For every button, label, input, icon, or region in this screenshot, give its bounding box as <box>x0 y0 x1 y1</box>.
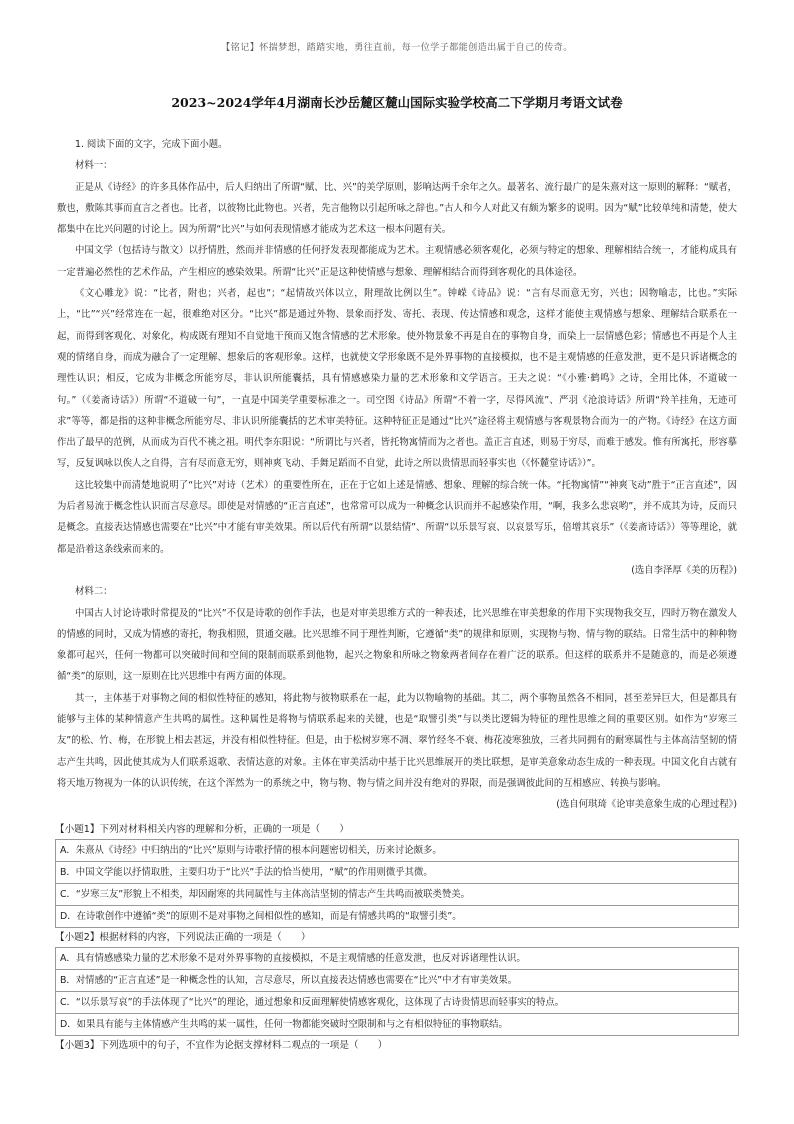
question-2-option-a[interactable]: A．具有情感感染力量的艺术形象不是对外界事物的直接模拟，不是主观情感的任意发泄，也反对诉诸理性认识。 <box>56 948 739 970</box>
question-1-option-d[interactable]: D．在诗歌创作中遵循“类”的原则不是对事物之间相似性的感知，而是有情感共鸣的“取譬引类”。 <box>56 906 739 928</box>
exam-title: 2023~2024学年4月湖南长沙岳麓区麓山国际实验学校高二下学期月考语文试卷 <box>171 95 623 110</box>
material-2-paragraph: 中国古人讨论诗歌时常提及的“比兴”不仅是诗歌的创作手法，也是对审美思维方式的一种表述，比兴思维在审美想象的作用下实现物我交互，四时万物在激发人的情感的同时，又成为情感的寄托，物我相照，贯通交融。比兴思维不同于理性判断，它遵循“类”的规律和原则，实现物与物、情与物的联结。日常生活中的种种物象都可起兴，任何一物都可以突破时间和空间的限制而联系到他物，起兴之物象和所咏之物象两者间存在着广泛的联系。但这样的联系并不是随意的，而是必须遵循“类”的原则，这一原则在比兴思维中有两方面的体现。 <box>57 607 737 683</box>
instruction: 1. 阅读下面的文字，完成下面小题。 <box>75 139 228 150</box>
header-motto: 【铭记】怀揣梦想，踏踏实地，勇往直前，每一位学子都能创造出属于自己的传奇。 <box>221 43 573 53</box>
material-1-label: 材料一： <box>75 160 113 172</box>
question-2-title: 【小题2】根据材料的内容，下列说法正确的一项是（ ） <box>55 932 311 943</box>
question-1-options <box>55 839 739 928</box>
material-1-paragraph: 这比较集中而清楚地说明了“比兴”对诗（艺术）的重要性所在，正在于它如上述是情感、想象、理解的综合统一体。“托物寓情”“神爽飞动”胜于“正言直述”，因为后者易流于概念性认识而言尽意尽。即使是对情感的“正言直述”，也常常可以成为一种概念认识而并不起感染作用，“啊，我多么悲哀哟”，并不成其为诗，反而只是概念。直接表达情感也需要在“比兴”中才能有审美效果。所以后代有所谓“以景结情”、所谓“以乐景写哀、以哀景写乐，倍增其哀乐”（《姜斋诗话》）等等理论，就都是沿着这条线索而来的。 <box>57 479 737 555</box>
material-2-paragraph: 其一，主体基于对事物之间的相似性特征的感知，将此物与彼物联系在一起，此为以物喻物的基础。其二，两个事物虽然各不相同，甚至差异巨大，但是都具有能够与主体的某种情意产生共鸣的属性。这种属性是将物与情联系起来的关键，也是“取譬引类”与以类比逻辑为特征的理性思维之间的重要区别。如作为“岁寒三友”的松、竹、梅，在形貌上相去甚远，并没有相似性特征。但是，由于松树岁寒不凋、翠竹经冬不衰、梅花凌寒独放，三者共同拥有的耐寒属性与主体高洁坚韧的情志产生共鸣，因此使其成为人们联系返歌、表情达意的对象。主体在审美活动中基于比兴思维展开的类比联想，是审美意象动态生成的一种表现。中国文化自古就有将天地万物视为一体的认识传统，在这个浑然为一的系统之中，物与物、物与情之间并没有绝对的界限，而是强调彼此间的互相感应、转换与影响。 <box>57 692 737 789</box>
question-1-title: 【小题1】下列对材料相关内容的理解和分析，正确的一项是（ ） <box>55 824 349 835</box>
question-3-title: 【小题3】下列选项中的句子，不宜作为论据支撑材料二观点的一项是（ ） <box>55 1040 388 1051</box>
material-1-source: (选自李泽厚《美的历程》) <box>631 564 737 576</box>
question-2-option-b[interactable]: B．对情感的“正言直述”是一种概念性的认知，言尽意尽，所以直接表达情感也需要在“比兴”中才有审美效果。 <box>56 970 739 992</box>
question-2-option-d[interactable]: D．如果具有能与主体情感产生共鸣的某一属性，任何一物都能突破时空限制和与之有相似特征的事物联结。 <box>56 1014 739 1036</box>
question-1-option-b[interactable]: B．中国文学能以抒情取胜，主要归功于“比兴”手法的恰当使用，“赋”的作用则微乎其微。 <box>56 862 739 884</box>
question-1-option-c[interactable]: C．“岁寒三友”形貌上不相类，却因耐寒的共同属性与主体高洁坚韧的情志产生共鸣而被联类赞美。 <box>56 884 739 906</box>
question-2-options <box>55 947 739 1036</box>
material-1-paragraph: 《文心雕龙》说：“比者，附也；兴者，起也”；“起情故兴体以立，附理故比例以生”。钟嵘《诗品》说：“言有尽而意无穷，兴也；因物喻志，比也。”实际上，“比”“兴”经常连在一起，很难绝对区分。“比兴”都是通过外物、景象而抒发、寄托、表现、传达情感和观念，这样才能使主观情感与想象、理解结合联系在一起，而得到客观化、对象化，构成既有理知不自觉地干预而又饱含情感的艺术形象。使外物景象不再是自在的事物自身，而染上一层情感色彩；情感也不再是个人主观的情绪自身，而成为融合了一定理解、想象后的客观形象。这样，也就使文学形象既不是外界事物的直接模拟，也不是主观情感的任意发泄，更不是只诉诸概念的理性认识；相反，它成为非概念所能穷尽，非认识所能囊括，具有情感感染力量的艺术形象和文学语言。王夫之说：“《小雅·鹤鸣》之诗，全用比体，不道破一句。”（《姜斋诗话》）所谓“不道破一句”，一直是中国美学重要标准之一。司空图《诗品》所谓“不着一字，尽得风流”、严羽《沧浪诗话》所谓“羚羊挂角，无迹可求”等等，都是指的这种非概念所能穷尽、非认识所能囊括的艺术审美特征。这种特征正是通过“比兴”途径将主观情感与客观景物合而为一的产物。《诗经》在这方面作出了最早的范例，从而成为百代不祧之祖。明代李东阳说：“所谓比与兴者，皆托物寓情而为之者也。盖正言直述，则易于穷尽，而难于感发。惟有所寓托，形容摹写，反复讽咏以俟人之自得，言有尽而意无穷，则神爽飞动、手舞足蹈而不自觉，此诗之所以贵情思而轻事实也（《怀麓堂诗话》）”。 <box>57 288 737 470</box>
question-2-option-c[interactable]: C．“以乐景写哀”的手法体现了“比兴”的理论，通过想象和反面理解使情感客观化，这体现了古诗贵情思而轻事实的特点。 <box>56 992 739 1014</box>
material-1-paragraph: 中国文学（包括诗与散文）以抒情胜，然而并非情感的任何抒发表现都能成为艺术。主观情感必须客观化，必须与特定的想象、理解相结合统一，才能构成具有一定普遍必然性的艺术作品，产生相应的感染效果。所谓“比兴”正是这种使情感与想象、理解相结合而得到客观化的具体途径。 <box>57 245 737 278</box>
questions-section <box>55 820 739 1055</box>
material-2-label: 材料二： <box>75 586 113 598</box>
question-1-option-a[interactable]: A．朱熹从《诗经》中归纳出的“比兴”原则与诗歌抒情的根本问题密切相关，历来讨论颇多。 <box>56 840 739 862</box>
material-1-paragraph: 正是从《诗经》的许多具体作品中，后人归纳出了所谓“赋、比、兴”的美学原则，影响达两千余年之久。最著名、流行最广的是朱熹对这一原则的解释：“赋者，敷也，敷陈其事而直言之者也。比者，以彼物比此物也。兴者，先言他物以引起所咏之辞也。”古人和今人对此又有颇为繁多的说明。因为“赋”比较单纯和清楚，使大都集中在比兴问题的讨论上。因为所谓“比兴”与如何表现情感才能成为艺术这一根本问题有关。 <box>57 181 737 236</box>
material-2-source: (选自何琪琦《论审美意象生成的心理过程》) <box>556 799 737 811</box>
reading-passage <box>57 134 737 816</box>
